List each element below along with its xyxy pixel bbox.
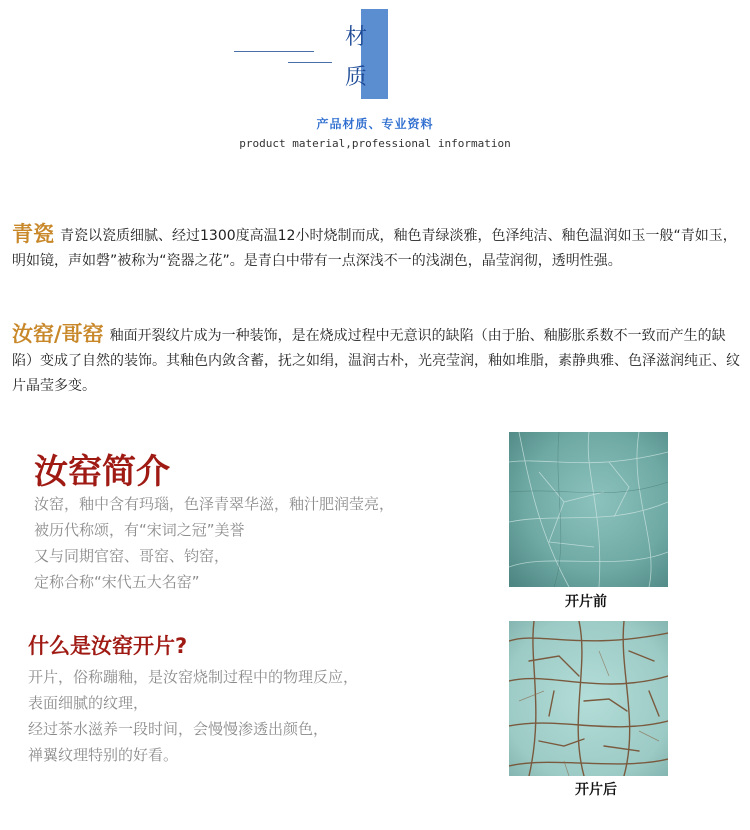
header-title-char-2: 质 xyxy=(345,65,368,90)
ru-kiln-intro-body xyxy=(34,491,474,595)
glaze-after-crackle-image xyxy=(509,621,668,776)
header-rule-right xyxy=(288,62,332,63)
crackle-line: 表面细腻的纹理， xyxy=(28,694,149,712)
celadon-heading: 青瓷 xyxy=(12,222,54,246)
ru-ge-heading: 汝窑/哥窑 xyxy=(12,322,104,346)
header-title-char-1: 材 xyxy=(345,25,368,50)
crackle-line: 经过茶水滋养一段时间，会慢慢渗透出颜色， xyxy=(28,720,329,738)
crackle-line: 开片，俗称蹦釉，是汝窑烧制过程中的物理反应， xyxy=(28,668,359,686)
ru-kiln-intro-title: 汝窑简介 xyxy=(34,452,170,492)
glaze-before-crackle-image xyxy=(509,432,668,587)
celadon-paragraph xyxy=(12,222,742,274)
crackle-line: 禅翼纹理特别的好看。 xyxy=(28,746,179,764)
intro-line: 定称合称“宋代五大名窑” xyxy=(34,573,200,591)
crackle-body xyxy=(28,664,468,768)
ru-ge-text: 釉面开裂纹片成为一种装饰，是在烧成过程中无意识的缺陷（由于胎、釉膨胀系数不一致而产生的缺陷）变成了自然的装饰。其釉色内敛含蓄，抚之如绢，温润古朴，光亮莹润，釉如堆脂，素静典雅、色泽滋润纯正、纹片晶莹多变。 xyxy=(12,328,740,394)
after-crackle-caption: 开片后 xyxy=(575,782,617,798)
before-crackle-caption: 开片前 xyxy=(565,594,607,610)
intro-line: 被历代称颂，有“宋词之冠”美誉 xyxy=(34,521,245,539)
intro-line: 又与同期官窑、哥窑、钧窑， xyxy=(34,547,230,565)
crackle-title: 什么是汝窑开片? xyxy=(28,634,188,658)
header-subtitle: 产品材质、专业资料 xyxy=(316,117,434,131)
ru-ge-paragraph xyxy=(12,322,742,399)
intro-line: 汝窑，釉中含有玛瑙，色泽青翠华滋，釉汁肥润莹亮， xyxy=(34,495,395,513)
header-english-subtitle: product material,professional information xyxy=(239,137,511,150)
header-rule-left xyxy=(234,51,314,52)
celadon-text: 青瓷以瓷质细腻、经过1300度高温12小时烧制而成，釉色青绿淡雅，色泽纯洁、釉色温润如玉一般“青如玉，明如镜，声如磬”被称为“瓷器之花”。是青白中带有一点深浅不一的浅湖色，晶莹润彻，透明性强。 xyxy=(12,228,737,269)
